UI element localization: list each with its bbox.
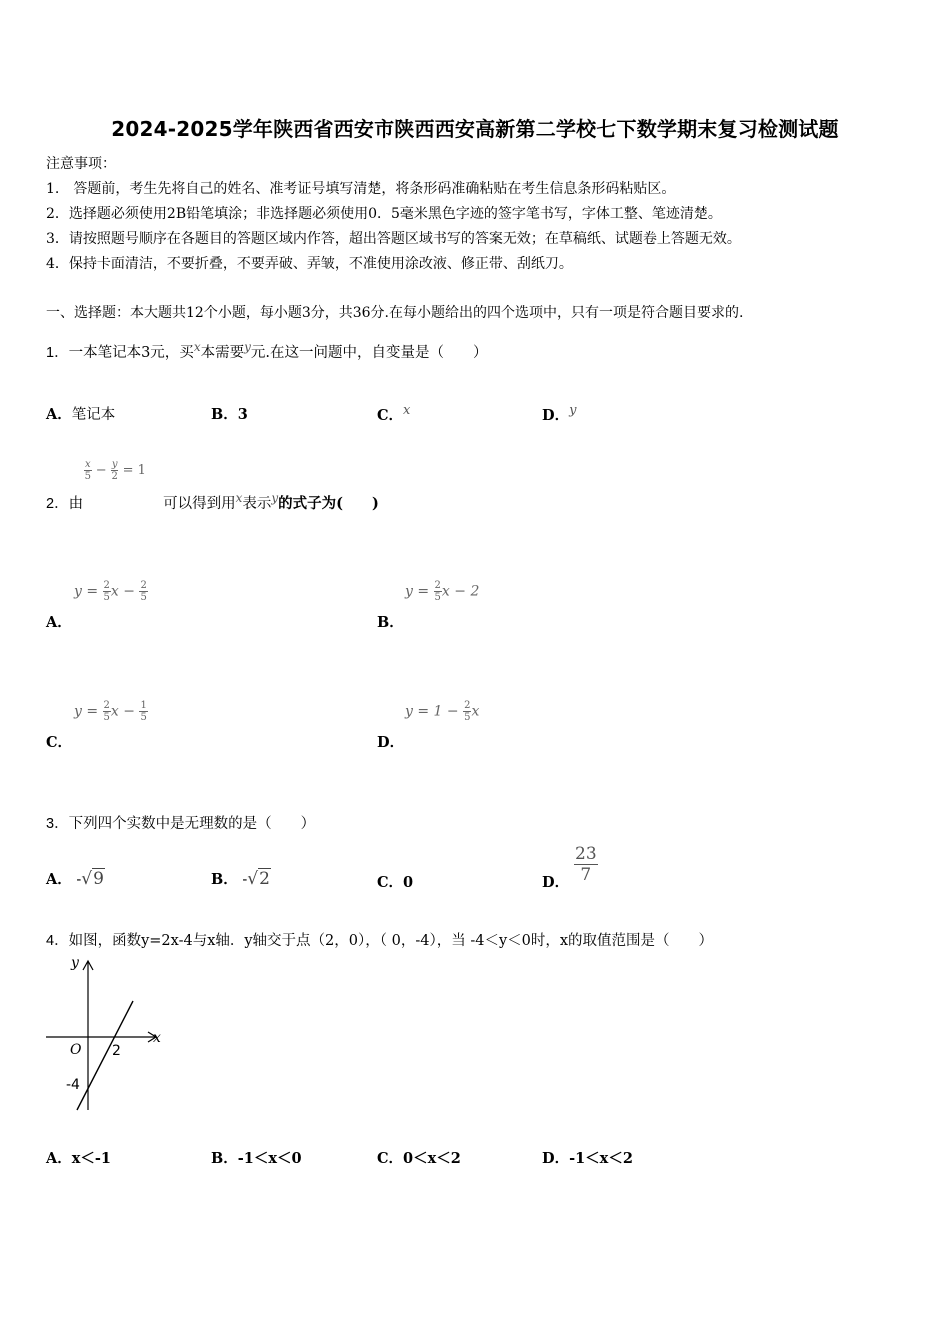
- q2-option-c[interactable]: C．: [46, 734, 73, 751]
- question-number: 3．: [46, 816, 69, 832]
- q1-option-d[interactable]: D．$^y$: [542, 403, 577, 424]
- q4-graph: [40, 950, 170, 1120]
- note-item: 3．请按照题号顺序在各题目的答题区域内作答，超出答题区域书写的答案无效；在草稿纸、试题卷上答题无效。: [46, 231, 741, 247]
- question-1: [46, 340, 487, 362]
- x-intercept-label: 2: [112, 1043, 121, 1059]
- q3-option-d-fraction: $\frac{23}{7}$: [575, 844, 597, 885]
- q4-option-a[interactable]: A．x＜-1: [46, 1150, 112, 1167]
- q1-option-b[interactable]: B．3: [211, 406, 248, 423]
- sqrt-symbol: √9: [81, 869, 104, 889]
- q3-option-c[interactable]: C．0: [377, 874, 414, 891]
- section-header: 一、选择题：本大题共12个小题，每小题3分，共36分.在每小题给出的四个选项中，只有一项是符合题目要求的.: [46, 305, 744, 321]
- q2-option-a[interactable]: A．: [46, 614, 72, 631]
- q3-option-d-label[interactable]: D．: [542, 874, 570, 891]
- q2-equation: $\frac{x}{5}$ − $\frac{y}{2}$ = 1: [84, 459, 146, 482]
- math-var-x: x: [193, 340, 201, 354]
- q4-option-c[interactable]: C．0＜x＜2: [377, 1150, 461, 1167]
- math-var-y: y: [244, 340, 251, 354]
- question-text: 本需要: [200, 344, 245, 361]
- question-2: 2．由 可以得到用$^x$表示$^y$的式子为( ): [46, 491, 379, 512]
- q3-option-a[interactable]: A． -√9: [46, 869, 104, 889]
- q4-option-b[interactable]: B．-1＜x＜0: [211, 1150, 302, 1167]
- question-4: 4．如图，函数y=2x-4与x轴．y轴交于点（2，0），（ 0，-4），当 -4＜y＜0时，x的取值范围是（ ）: [46, 933, 714, 949]
- notes-heading: 注意事项：: [46, 156, 116, 172]
- x-axis-label: x: [153, 1030, 161, 1046]
- origin-label: O: [70, 1042, 82, 1058]
- q2-option-b-formula: y = $\frac{2}{5}$ x − 2: [405, 580, 480, 603]
- question-3: 3．下列四个实数中是无理数的是（ ）: [46, 816, 316, 832]
- page-title: 2024-2025学年陕西省西安市陕西西安高新第二学校七下数学期末复习检测试题: [111, 117, 839, 141]
- q2-option-c-formula: y = $\frac{2}{5}$ x − $\frac{1}{5}$: [74, 700, 147, 723]
- y-axis-label: y: [71, 955, 79, 971]
- question-number: 2．: [46, 495, 69, 512]
- q2-option-d-formula: y = 1 − $\frac{2}{5}$ x: [405, 700, 480, 723]
- q4-option-d[interactable]: D．-1＜x＜2: [542, 1150, 633, 1167]
- function-line: [77, 1001, 133, 1110]
- question-number: 1．: [46, 344, 69, 361]
- note-item: 1. 答题前，考生先将自己的姓名、准考证号填写清楚，将条形码准确粘贴在考生信息条形码粘贴区。: [46, 181, 676, 197]
- question-number: 4．: [46, 933, 69, 949]
- question-text: 一本笔记本3元，买: [68, 344, 194, 361]
- y-intercept-label: -4: [66, 1077, 80, 1093]
- note-item: 2．选择题必须使用2B铅笔填涂；非选择题必须使用0．5毫米黑色字迹的签字笔书写，字体工整、笔迹清楚。: [46, 206, 722, 222]
- q2-option-b[interactable]: B．: [377, 614, 404, 631]
- q1-option-c[interactable]: C．$^x$: [377, 403, 411, 424]
- q1-option-a[interactable]: A．笔记本: [46, 406, 116, 423]
- question-text: 元.在这一问题中，自变量是（ ）: [250, 344, 488, 361]
- sqrt-symbol: √2: [247, 869, 270, 889]
- q2-option-a-formula: y = $\frac{2}{5}$ x − $\frac{2}{5}$: [74, 580, 147, 603]
- note-item: 4．保持卡面清洁，不要折叠，不要弄破、弄皱，不准使用涂改液、修正带、刮纸刀。: [46, 256, 573, 272]
- q3-option-b[interactable]: B． -√2: [211, 869, 270, 889]
- q2-option-d[interactable]: D．: [377, 734, 405, 751]
